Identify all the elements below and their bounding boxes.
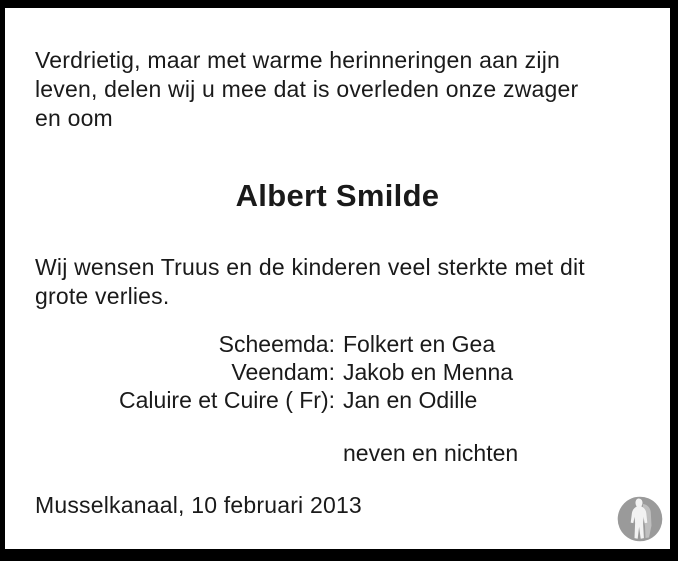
relative-names: Jan en Odille [343,387,478,413]
place-and-date-line: Musselkanaal, 10 februari 2013 [35,492,362,518]
condolence-line: Wij wensen Truus en de kinderen veel sterkte met dit [35,254,585,280]
intro-line: en oom [35,105,113,131]
relative-names: Jakob en Menna [343,359,514,385]
obituary-card [5,8,670,549]
relative-place: Scheemda: [218,331,335,357]
embracing-figures-logo-icon [617,495,663,543]
intro-paragraph [35,46,578,133]
relative-names: Folkert en Gea [343,331,496,357]
condolence-line: grote verlies. [35,283,170,309]
relatives-list [35,330,513,414]
deceased-name: Albert Smilde [235,178,440,213]
condolence-paragraph [35,253,585,311]
relative-place: Caluire et Cuire ( Fr): [119,387,335,413]
intro-line: leven, delen wij u mee dat is overleden onze zwager [35,76,579,102]
relative-place: Veendam: [231,359,335,385]
signature-line: neven en nichten [343,440,519,466]
intro-line: Verdrietig, maar met warme herinneringen aan zijn [35,47,560,73]
